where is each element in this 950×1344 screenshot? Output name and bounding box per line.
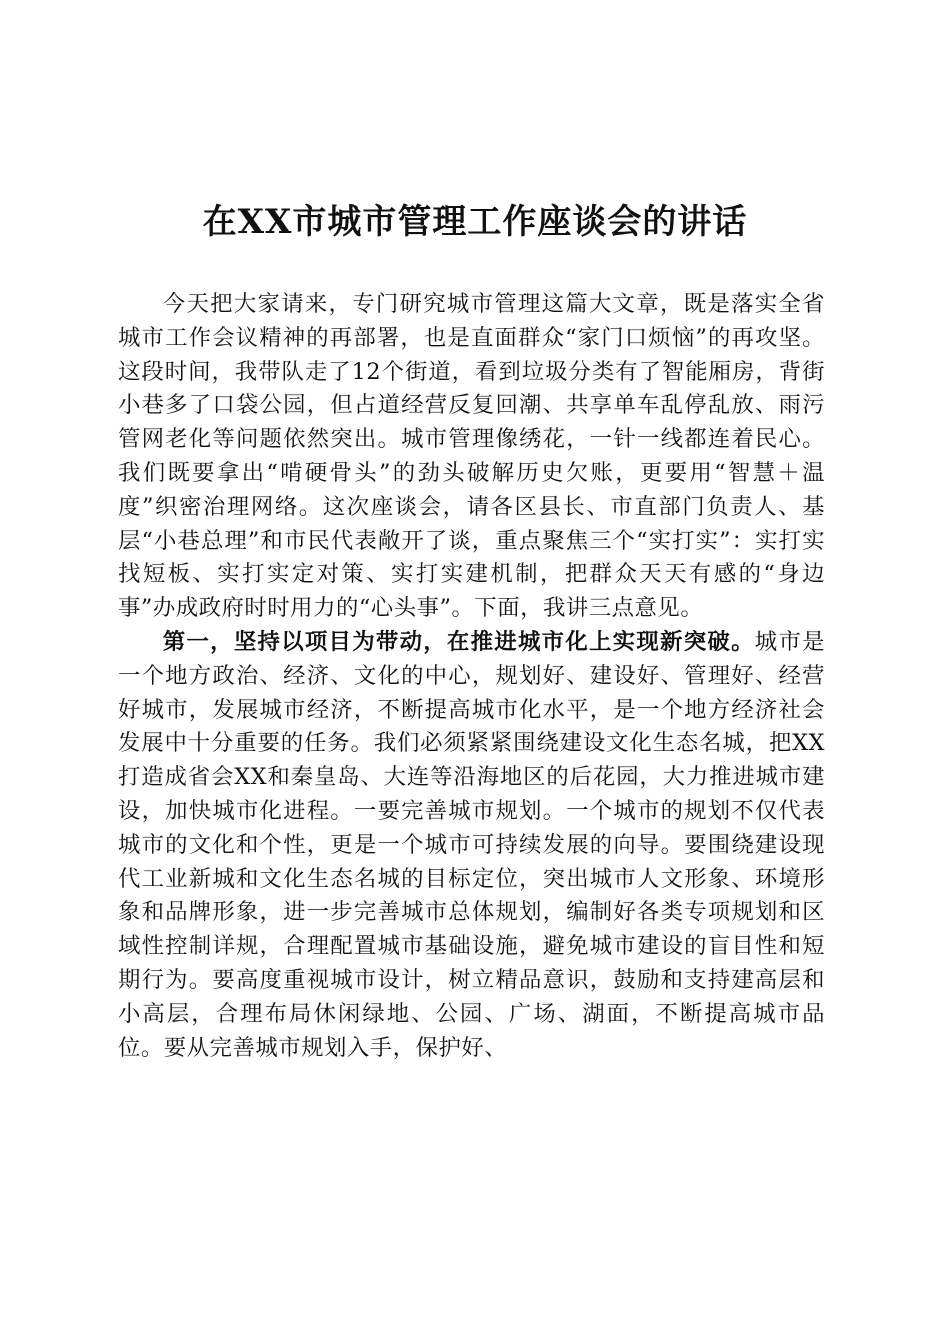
- section-one-text: 城市是一个地方政治、经济、文化的中心，规划好、建设好、管理好、经营好城市，发展城市经济，不断提高城市化水平，是一个地方经济社会发展中十分重要的任务。我们必须紧紧围绕建设文化生态名城，把XX打造成省会XX和秦皇岛、大连等沿海地区的后花园，大力推进城市建设，加快城市化进程。一要完善城市规划。一个城市的规划不仅代表城市的文化和个性，更是一个城市可持续发展的向导。要围绕建设现代工业新城和文化生态名城的目标定位，突出城市人文形象、环境形象和品牌形象，进一步完善城市总体规划，编制好各类专项规划和区域性控制详规，合理配置城市基础设施，避免城市建设的盲目性和短期行为。要高度重视城市设计，树立精品意识，鼓励和支持建高层和小高层，合理布局休闲绿地、公园、广场、湖面，不断提高城市品位。要从完善城市规划入手，保护好、: [118, 628, 826, 1061]
- document-body: [118, 288, 825, 1065]
- section-one-paragraph: [118, 626, 825, 1065]
- document-title: 在XX市城市管理工作座谈会的讲话: [202, 202, 748, 242]
- section-one-heading: 第一，坚持以项目为带动，在推进城市化上实现新突破。: [162, 628, 755, 655]
- intro-paragraph: 今天把大家请来，专门研究城市管理这篇大文章，既是落实全省城市工作会议精神的再部署，也是直面群众“家门口烦恼”的再攻坚。这段时间，我带队走了12个街道，看到垃圾分类有了智能厢房，背街小巷多了口袋公园，但占道经营反复回潮、共享单车乱停乱放、雨污管网老化等问题依然突出。城市管理像绣花，一针一线都连着民心。我们既要拿出“啃硬骨头”的劲头破解历史欠账，更要用“智慧＋温度”织密治理网络。这次座谈会，请各区县长、市直部门负责人、基层“小巷总理”和市民代表敞开了谈，重点聚焦三个“实打实”：实打实找短板、实打实定对策、实打实建机制，把群众天天有感的“身边事”办成政府时时用力的“心头事”。下面，我讲三点意见。: [118, 291, 825, 622]
